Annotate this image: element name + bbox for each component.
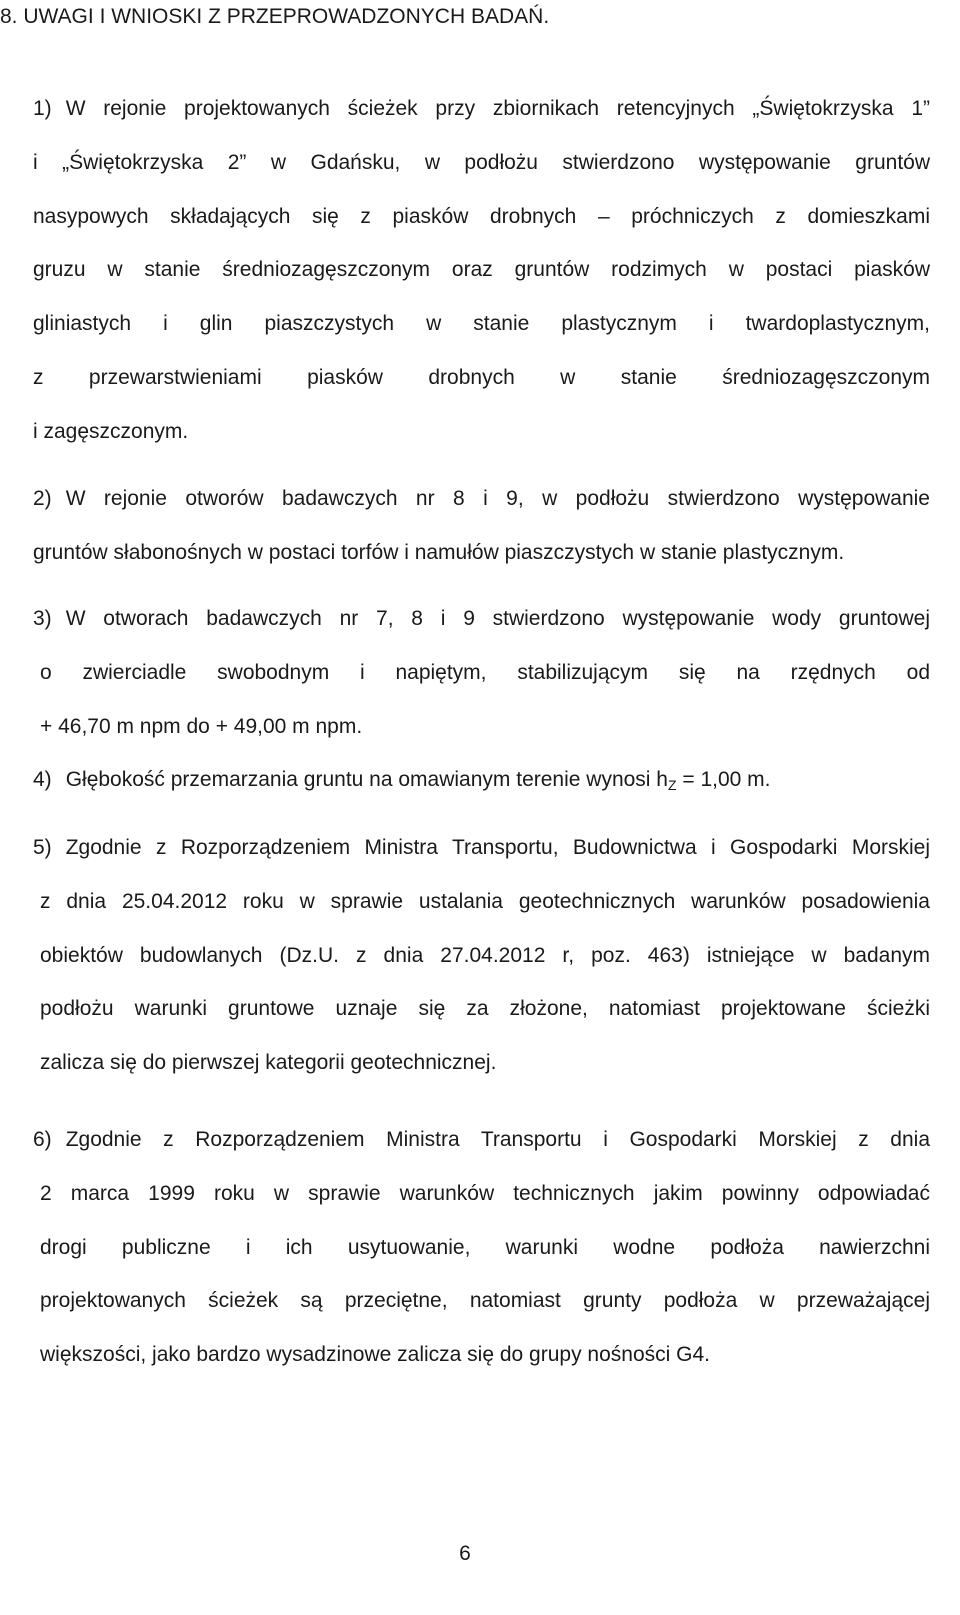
section-heading: 8. UWAGI I WNIOSKI Z PRZEPROWADZONYCH BADAŃ. <box>0 5 550 28</box>
item-5-line-5: zalicza się do pierwszej kategorii geotechnicznej. <box>40 1051 497 1075</box>
item-2-line-2: gruntów słabonośnych w postaci torfów i namułów piaszczystych w stanie plastycznym. <box>33 540 845 564</box>
item-1-line-2: i „Świętokrzyska 2” w Gdańsku, w podłożu stwierdzono występowanie gruntów <box>33 150 930 174</box>
list-item-4 <box>33 766 930 799</box>
list-item-2 <box>33 472 930 580</box>
item-6-number: 6) <box>33 1128 52 1151</box>
item-6-line-4: projektowanych ścieżek są przeciętne, natomiast grunty podłoża w przeważającej <box>40 1289 930 1313</box>
item-2-number: 2) <box>33 487 52 510</box>
page-number: 6 <box>459 1542 471 1565</box>
list-item-5 <box>33 821 930 1090</box>
item-5-line-4: podłożu warunki gruntowe uznaje się za złożone, natomiast projektowane ścieżki <box>40 997 930 1021</box>
item-6-line-5: większości, jako bardzo wysadzinowe zalicza się do grupy nośności G4. <box>40 1343 710 1367</box>
item-1-line-1: 1) W rejonie projektowanych ścieżek przy zbiornikach retencyjnych „Świętokrzyska 1” <box>33 97 930 120</box>
list-item-6 <box>33 1113 930 1382</box>
item-5-line-1: 5) Zgodnie z Rozporządzeniem Ministra Transportu, Budownictwa i Gospodarki Morskiej <box>33 836 930 859</box>
item-1-line-4: gruzu w stanie średniozagęszczonym oraz gruntów rodzimych w postaci piasków <box>33 258 930 282</box>
list-item-1 <box>33 82 930 459</box>
item-4-subscript: Z <box>667 777 677 793</box>
item-6-line-1: 6) Zgodnie z Rozporządzeniem Ministra Transportu i Gospodarki Morskiej z dnia <box>33 1128 930 1151</box>
item-3-number: 3) <box>33 607 52 630</box>
item-3-line-2: o zwierciadle swobodnym i napiętym, stabilizującym się na rzędnych od <box>40 660 930 684</box>
item-1-line-7: i zagęszczonym. <box>33 419 189 443</box>
item-1-number: 1) <box>33 97 52 120</box>
item-1-line-3: nasypowych składających się z piasków drobnych – próchniczych z domieszkami <box>33 204 930 228</box>
item-5-line-2: z dnia 25.04.2012 roku w sprawie ustalania geotechnicznych warunków posadowienia <box>40 889 930 913</box>
item-2-line-1: 2) W rejonie otworów badawczych nr 8 i 9, w podłożu stwierdzono występowanie <box>33 487 930 510</box>
item-6-line-2: 2 marca 1999 roku w sprawie warunków technicznych jakim powinny odpowiadać <box>40 1181 930 1205</box>
item-4-line-1: 4) Głębokość przemarzania gruntu na omawianym terenie wynosi $h_Z = 1,00$ m. <box>33 768 771 793</box>
item-4-number: 4) <box>33 768 52 791</box>
item-6-line-3: drogi publiczne i ich usytuowanie, warunki wodne podłoża nawierzchni <box>40 1235 930 1259</box>
item-3-line-3: + 46,70 m npm do + 49,00 m npm. <box>40 714 363 738</box>
item-5-line-3: obiektów budowlanych (Dz.U. z dnia 27.04.2012 r, poz. 463) istniejące w badanym <box>40 943 930 967</box>
item-3-line-1: 3) W otworach badawczych nr 7, 8 i 9 stwierdzono występowanie wody gruntowej <box>33 607 930 630</box>
list-item-3 <box>33 592 930 753</box>
item-1-line-6: z przewarstwieniami piasków drobnych w stanie średniozagęszczonym <box>33 365 930 389</box>
item-1-line-5: gliniastych i glin piaszczystych w stanie plastycznym i twardoplastycznym, <box>33 312 930 336</box>
item-5-number: 5) <box>33 836 52 859</box>
